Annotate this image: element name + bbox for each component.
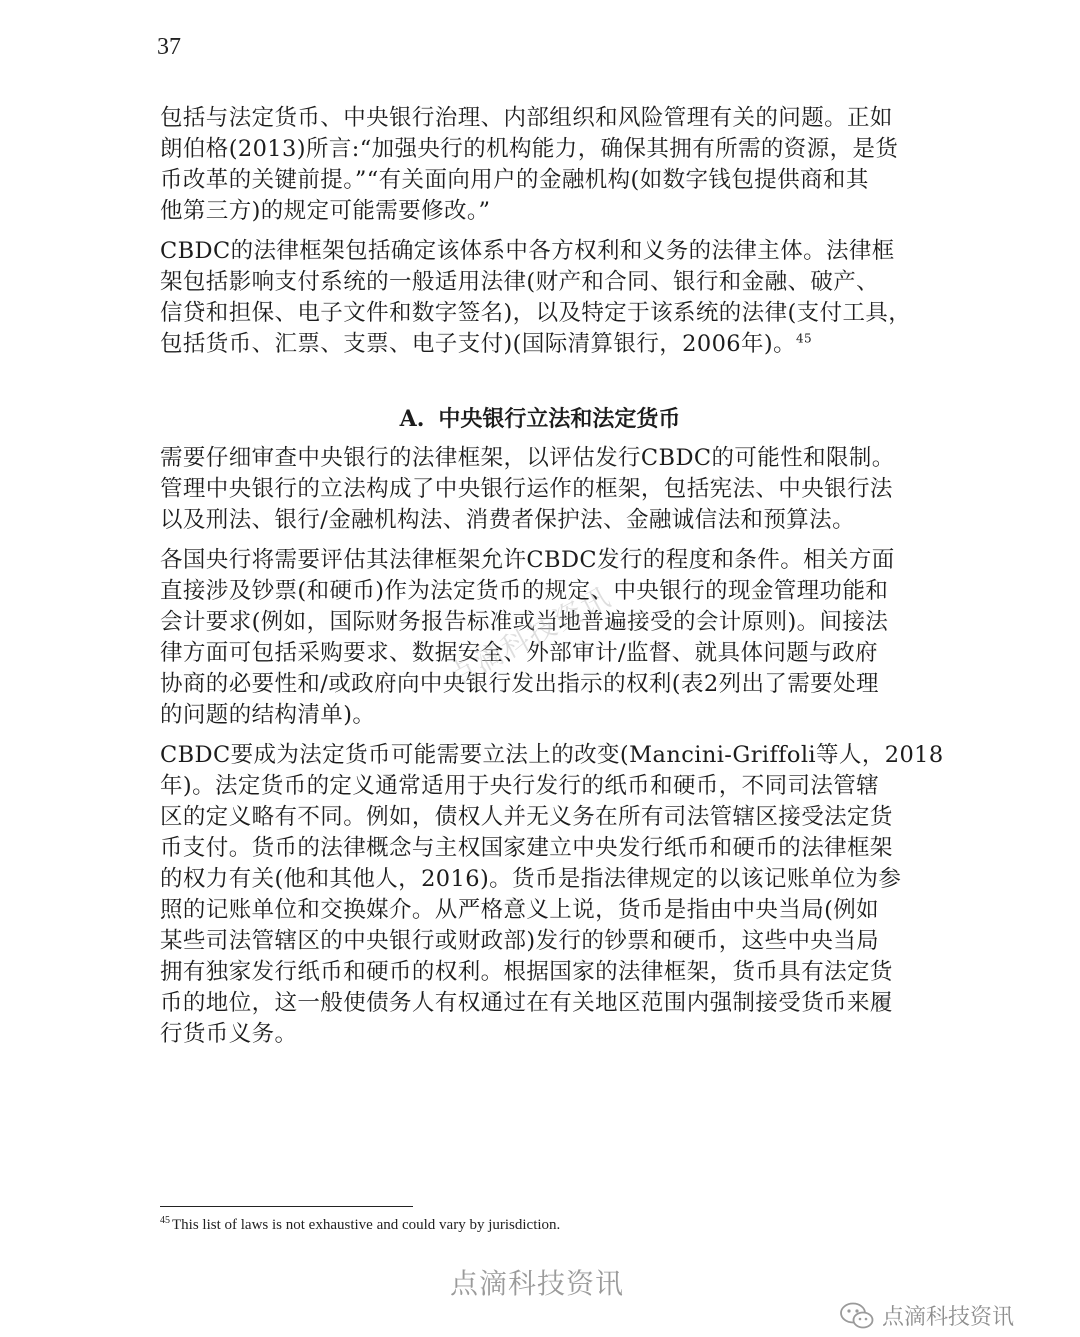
section-title: 中央银行立法和法定货币	[438, 406, 681, 432]
section-paragraph-3	[160, 740, 953, 1050]
text-line: 区的定义略有不同。例如，债权人并无义务在所有司法管辖区接受法定货	[160, 804, 893, 830]
text-line: 行货币义务。	[160, 1021, 298, 1047]
footnote-text: This list of laws is not exhaustive and could vary by jurisdiction.	[172, 1217, 561, 1233]
text-line: CBDC的法律框架包括确定该体系中各方权利和义务的法律主体。法律框	[160, 238, 895, 264]
footnote	[160, 1215, 560, 1234]
text-line: 信贷和担保、电子文件和数字签名)，以及特定于该系统的法律(支付工具，	[160, 300, 912, 326]
text-line: 年)。法定货币的定义通常适用于央行发行的纸币和硬币，不同司法管辖	[160, 773, 880, 799]
section-heading	[0, 402, 1080, 433]
text-line: 的权力有关(他和其他人，2016)。货币是指法律规定的以该记账单位为参	[160, 866, 902, 892]
paragraph-2	[160, 236, 953, 360]
text-line: CBDC要成为法定货币可能需要立法上的改变(Mancini-Griffoli等人，2018	[160, 742, 944, 768]
text-line: 的问题的结构清单)。	[160, 702, 376, 728]
text-line: 各国央行将需要评估其法律框架允许CBDC发行的程度和条件。相关方面	[160, 547, 895, 573]
text-line: 律方面可包括采购要求、数据安全、外部审计/监督、就具体问题与政府	[160, 640, 878, 666]
text-line: 架包括影响支付系统的一般适用法律(财产和合同、银行和金融、破产、	[160, 269, 880, 295]
text-line: 包括与法定货币、中央银行治理、内部组织和风险管理有关的问题。正如	[160, 105, 893, 131]
text-line: 他第三方)的规定可能需要修改。”	[160, 198, 491, 224]
text-line: 管理中央银行的立法构成了中央银行运作的框架，包括宪法、中央银行法	[160, 476, 893, 502]
text-line: 币改革的关键前提。”“有关面向用户的金融机构(如数字钱包提供商和其	[160, 167, 869, 193]
footnote-reference[interactable]: 45	[796, 331, 813, 346]
text-line-content: 包括货币、汇票、支票、电子支付)(国际清算银行，2006年)。	[160, 331, 796, 357]
section-label: A.	[399, 406, 425, 432]
center-watermark: 点滴科技资讯	[450, 1267, 625, 1300]
text-line: 某些司法管辖区的中央银行或财政部)发行的钞票和硬币，这些中央当局	[160, 928, 880, 954]
text-line: 拥有独家发行纸币和硬币的权利。根据国家的法律框架，货币具有法定货	[160, 959, 893, 985]
text-line: 朗伯格(2013)所言:“加强央行的机构能力，确保其拥有所需的资源，是货	[160, 136, 899, 162]
text-line	[160, 329, 953, 360]
text-line: 协商的必要性和/或政府向中央银行发出指示的权利(表2列出了需要处理	[160, 671, 879, 697]
text-line: 币的地位，这一般使债务人有权通过在有关地区范围内强制接受货币来履	[160, 990, 893, 1016]
page-number: 37	[157, 34, 181, 60]
brand-name: 点滴科技资讯	[882, 1305, 1015, 1330]
text-line: 照的记账单位和交换媒介。从严格意义上说，货币是指由中央当局(例如	[160, 897, 880, 923]
diagonal-watermark: 点滴科技资讯	[442, 579, 617, 694]
brand-watermark	[840, 1300, 1014, 1331]
text-line: 直接涉及钞票(和硬币)作为法定货币的规定、中央银行的现金管理功能和	[160, 578, 889, 604]
text-line: 币支付。货币的法律概念与主权国家建立中央发行纸币和硬币的法律框架	[160, 835, 893, 861]
text-line: 需要仔细审查中央银行的法律框架，以评估发行CBDC的可能性和限制。	[160, 445, 895, 471]
wechat-icon	[840, 1302, 874, 1330]
text-line: 以及刑法、银行/金融机构法、消费者保护法、金融诚信法和预算法。	[160, 507, 855, 533]
section-paragraph-1	[160, 443, 953, 536]
text-line: 会计要求(例如，国际财务报告标准或当地普遍接受的会计原则)。间接法	[160, 609, 889, 635]
paragraph-1	[160, 103, 953, 227]
footnote-number: 45	[160, 1215, 170, 1226]
footnote-divider	[160, 1206, 413, 1207]
